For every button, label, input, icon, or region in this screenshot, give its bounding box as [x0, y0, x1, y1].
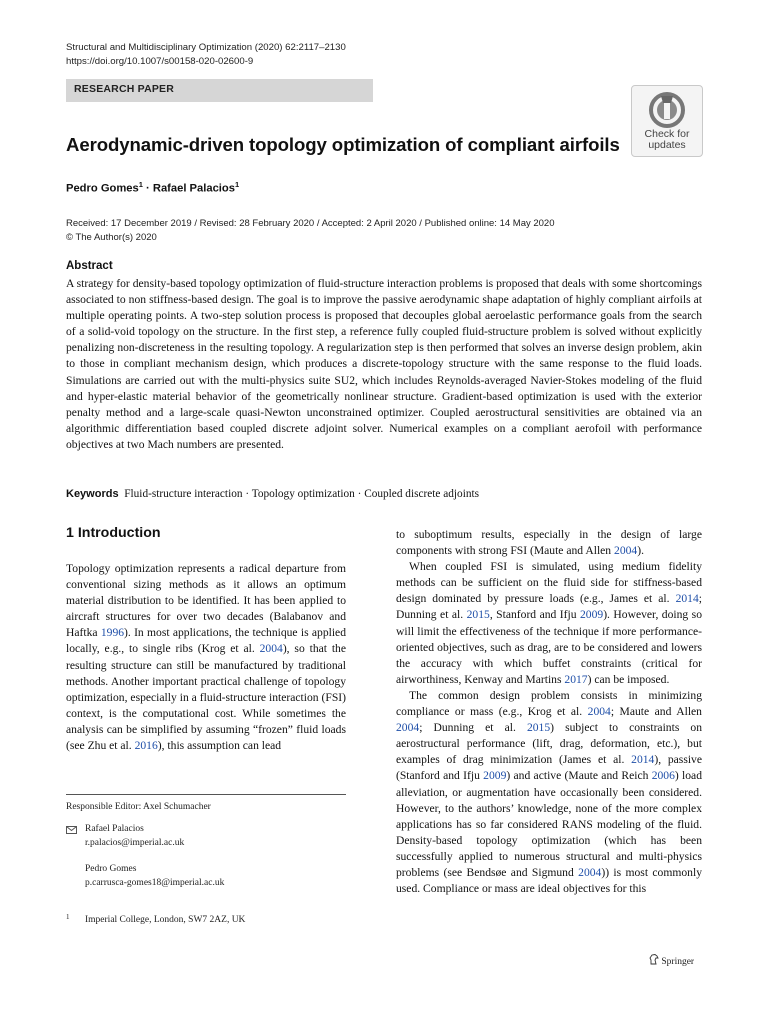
paragraph: When coupled FSI is simulated, using medium fidelity methods can be sufficient on the fluid side for stiffness-based design dominated by pressure loads (e.g., James et al. 2014; Dunning et al. 2015, Stanford and Ifju 2009). However, doing so will limit the effectiveness of the technique if more performance-oriented objectives, such as drag, are to be considered and lowers the accuracy with which buffet constraints (critical for airworthiness, Kenway and Martins 2017) can be imposed.	[396, 560, 702, 686]
citation-link[interactable]: 2014	[675, 592, 699, 606]
author-name[interactable]: Pedro Gomes	[66, 182, 139, 195]
contact-email[interactable]: r.palacios@imperial.ac.uk	[85, 838, 185, 848]
copyright-line: © The Author(s) 2020	[66, 232, 157, 243]
citation-link[interactable]: 1996	[100, 626, 125, 640]
citation-link[interactable]: 2006	[651, 769, 675, 783]
crossmark-icon	[649, 92, 685, 128]
citation-link[interactable]: 2017	[564, 672, 588, 686]
article-type-badge	[66, 79, 373, 102]
dates-line: Received: 17 December 2019 / Revised: 28 February 2020 / Accepted: 2 April 2020 / Published online: 14 May 2020	[66, 218, 555, 229]
check-for-updates-button[interactable]	[631, 85, 703, 157]
abstract-heading: Abstract	[66, 260, 113, 272]
publication-dates	[66, 217, 555, 245]
check-updates-line1: Check for	[644, 128, 690, 140]
footnote-divider	[66, 794, 346, 795]
contact-name: Rafael Palacios	[85, 824, 144, 834]
keywords-label: Keywords	[66, 488, 119, 500]
author-affiliation-mark: 1	[234, 180, 240, 189]
paper-title: Aerodynamic-driven topology optimization of compliant airfoils	[66, 134, 620, 155]
citation-link[interactable]: 2014	[631, 753, 655, 767]
journal-header	[66, 41, 346, 69]
publisher-mark	[649, 954, 694, 967]
affiliation-number: 1	[66, 913, 70, 921]
springer-horse-icon	[649, 954, 659, 965]
abstract-text: A strategy for density-based topology optimization of fluid-structure interaction problems is proposed that deals with some shortcomings associated to non stiffness-based design. The goal is to improve the passive aerodynamic shape adaptation of highly compliant airfoils at multiple operating points. A two-step solution process is proposed that decouples global aeroelastic performance goals from the search of a solid-void topology on the structure. In the first step, a reference fully coupled fluid-structure problem is solved without explicitly penalizing non-discreteness in the resulting topology. A regularization step is then performed that solves an inverse design problem, akin to those in compliant mechanism design, which produces a discrete-topology structure with the same response to the fluid loads. Simulations are carried out with the multi-physics suite SU2, which includes Reynolds-averaged Navier-Stokes modeling of the fluid and hyper-elastic material behavior of the geometrically nonlinear structure. Gradient-based optimization is used with the exterior penalty method and a large-scale quasi-Newton unconstrained optimizer. Coupled aerostructural sensitivities are obtained via an algorithmic differentiation based coupled discrete adjoint solver. Numerical examples on a compliant aerofoil with performance objectives at two Mach numbers are presented.	[66, 277, 702, 451]
citation-link[interactable]: 2004	[259, 642, 283, 656]
contact-email[interactable]: p.carrusca-gomes18@imperial.ac.uk	[85, 878, 225, 888]
envelope-icon	[66, 826, 77, 834]
citation-link[interactable]: 2004	[587, 705, 611, 719]
author-separator: ·	[142, 182, 153, 195]
keywords-text: Fluid-structure interaction · Topology optimization · Coupled discrete adjoints	[124, 488, 480, 500]
publisher-name: Springer	[661, 957, 695, 967]
section-heading-introduction: 1 Introduction	[66, 525, 161, 541]
check-updates-line2: updates	[648, 139, 686, 151]
paragraph: Topology optimization represents a radical departure from conventional sizing methods as it allows an optimum material distribution to be identified. It has been applied to aircraft structures for over two decades (Balabanov and Haftka 1996). In most applications, the technique is applied locally, e.g., to single ribs (Krog et al. 2004), so that the resulting structure can still be manufactured by traditional methods. Another important practical challenge of topology optimization, especially in a fluid-structure interaction (FSI) context, is the computational cost. While sometimes the analysis can be simplified by assuming “frozen” fluid loads (see Zhu et al. 2016), this assumption can lead	[66, 562, 347, 753]
contact-name: Pedro Gomes	[85, 864, 137, 874]
keywords-line	[66, 488, 479, 500]
doi-link[interactable]: https://doi.org/10.1007/s00158-020-02600-9	[66, 56, 254, 67]
left-column	[66, 561, 346, 754]
article-type-label: RESEARCH PAPER	[74, 83, 175, 95]
contact-block	[85, 862, 224, 890]
citation-link[interactable]: 2015	[466, 608, 490, 622]
journal-citation: Structural and Multidisciplinary Optimization (2020) 62:2117–2130	[66, 42, 346, 53]
citation-link[interactable]: 2016	[134, 739, 158, 753]
citation-link[interactable]: 2009	[580, 608, 604, 622]
citation-link[interactable]: 2015	[526, 721, 551, 735]
paragraph: to suboptimum results, especially in the design of large components with strong FSI (Maute and Allen 2004).	[396, 528, 702, 558]
author-affiliation-mark: 1	[138, 180, 143, 189]
author-name[interactable]: Rafael Palacios	[152, 182, 235, 195]
responsible-editor: Responsible Editor: Axel Schumacher	[66, 802, 211, 812]
author-list	[66, 180, 239, 195]
citation-link[interactable]: 2009	[483, 769, 507, 783]
contact-block	[85, 822, 184, 850]
right-column	[396, 527, 702, 897]
citation-link[interactable]: 2004	[396, 721, 420, 735]
affiliation: Imperial College, London, SW7 2AZ, UK	[85, 915, 246, 925]
citation-link[interactable]: 2004	[614, 544, 638, 558]
citation-link[interactable]: 2004	[578, 865, 602, 879]
paragraph: The common design problem consists in minimizing compliance or mass (e.g., Krog et al. 2004; Maute and Allen 2004; Dunning et al. 2015) subject to constraints on aerostructural performance (lift, drag, deformation, etc.), but examples of drag minimization (James et al. 2014), passive (Stanford and Ifju 2009) and active (Maute and Reich 2006) load alleviation, or augmentation have occasionally been considered. However, to the authors’ knowledge, none of the more complex applications has so far considered RANS modeling of the fluid. Density-based topology optimization (which has been successfully applied to numerous structural and multi-physics problems (see Bendsøe and Sigmund 2004)) is most commonly used. Compliance or mass are ideal objectives for this	[396, 688, 703, 896]
